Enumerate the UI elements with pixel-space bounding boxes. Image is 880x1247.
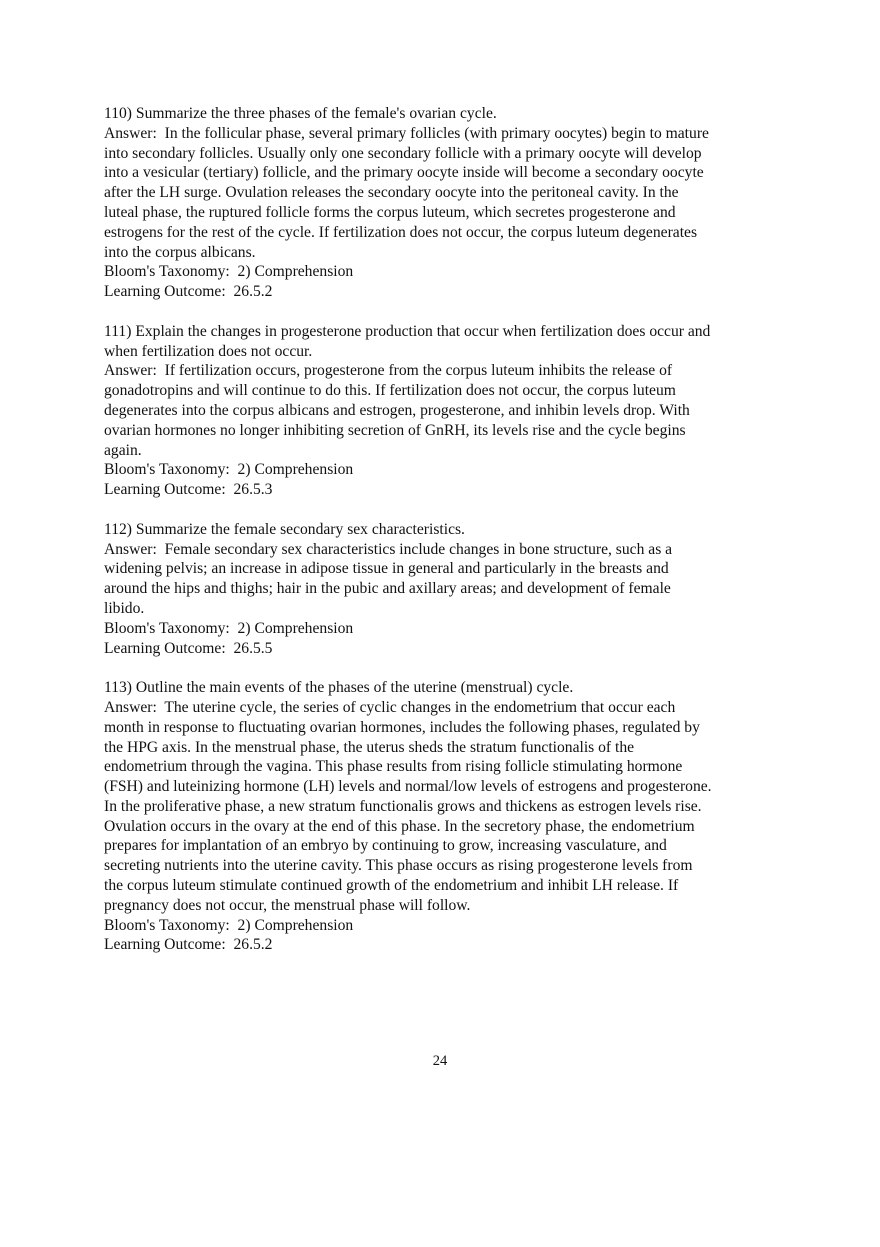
learning-outcome: Learning Outcome: 26.5.5 [104, 639, 273, 657]
answer-line: into a vesicular (tertiary) follicle, and the primary oocyte inside will become a secondary oocyte [104, 164, 704, 182]
question-110 [104, 104, 784, 302]
answer-line: the HPG axis. In the menstrual phase, the uterus sheds the stratum functionalis of the [104, 738, 635, 756]
answer-line: Answer: If fertilization occurs, progesterone from the corpus luteum inhibits the release of [104, 362, 673, 380]
page-number: 24 [432, 1053, 448, 1069]
answer-line: Answer: The uterine cycle, the series of cyclic changes in the endometrium that occur each [104, 698, 676, 716]
answer-line: secreting nutrients into the uterine cavity. This phase occurs as rising progesterone levels from [104, 857, 693, 875]
question-113 [104, 678, 784, 955]
answer-line: again. [104, 441, 142, 459]
answer-line: after the LH surge. Ovulation releases the secondary oocyte into the peritoneal cavity. In the [104, 184, 679, 202]
answer-line: degenerates into the corpus albicans and estrogen, progesterone, and inhibin levels drop. With [104, 401, 690, 419]
answer-line: the corpus luteum stimulate continued growth of the endometrium and inhibit LH release. If [104, 877, 679, 895]
question-text: when fertilization does not occur. [104, 342, 313, 360]
page-content [104, 104, 784, 975]
answer-line: luteal phase, the ruptured follicle forms the corpus luteum, which secretes progesterone and [104, 203, 676, 221]
blooms-taxonomy: Bloom's Taxonomy: 2) Comprehension [104, 916, 354, 934]
question-text: 113) Outline the main events of the phases of the uterine (menstrual) cycle. [104, 679, 574, 697]
answer-line: into the corpus albicans. [104, 243, 256, 261]
question-111 [104, 322, 784, 500]
question-text: 110) Summarize the three phases of the female's ovarian cycle. [104, 105, 497, 122]
answer-line: In the proliferative phase, a new stratum functionalis grows and thickens as estrogen levels rise. [104, 797, 702, 815]
question-text: 111) Explain the changes in progesterone production that occur when fertilization does occur and [104, 322, 711, 340]
learning-outcome: Learning Outcome: 26.5.2 [104, 283, 273, 301]
answer-line: widening pelvis; an increase in adipose tissue in general and particularly in the breasts and [104, 560, 669, 578]
answer-line: endometrium through the vagina. This phase results from rising follicle stimulating hormone [104, 758, 683, 776]
answer-line: Answer: In the follicular phase, several primary follicles (with primary oocytes) begin to mature [104, 124, 709, 142]
answer-line: pregnancy does not occur, the menstrual phase will follow. [104, 896, 471, 914]
answer-line: into secondary follicles. Usually only one secondary follicle with a primary oocyte will develop [104, 144, 702, 162]
blooms-taxonomy: Bloom's Taxonomy: 2) Comprehension [104, 263, 354, 281]
question-112 [104, 520, 784, 659]
answer-line: ovarian hormones no longer inhibiting secretion of GnRH, its levels rise and the cycle begins [104, 421, 686, 439]
answer-line: month in response to fluctuating ovarian hormones, includes the following phases, regulated by [104, 718, 700, 736]
answer-line: around the hips and thighs; hair in the pubic and axillary areas; and development of female [104, 580, 671, 598]
learning-outcome: Learning Outcome: 26.5.3 [104, 481, 273, 499]
answer-line: prepares for implantation of an embryo by continuing to grow, increasing vasculature, and [104, 837, 667, 855]
blooms-taxonomy: Bloom's Taxonomy: 2) Comprehension [104, 461, 354, 479]
blooms-taxonomy: Bloom's Taxonomy: 2) Comprehension [104, 619, 354, 637]
answer-line: Ovulation occurs in the ovary at the end of this phase. In the secretory phase, the endometrium [104, 817, 695, 835]
question-text: 112) Summarize the female secondary sex characteristics. [104, 520, 465, 538]
answer-line: Answer: Female secondary sex characteristics include changes in bone structure, such as a [104, 540, 673, 558]
answer-line: (FSH) and luteinizing hormone (LH) levels and normal/low levels of estrogens and progesterone. [104, 778, 712, 796]
answer-line: gonadotropins and will continue to do this. If fertilization does not occur, the corpus luteum [104, 382, 676, 400]
answer-line: libido. [104, 599, 145, 617]
learning-outcome: Learning Outcome: 26.5.2 [104, 936, 273, 954]
answer-line: estrogens for the rest of the cycle. If fertilization does not occur, the corpus luteum degenerates [104, 223, 698, 241]
